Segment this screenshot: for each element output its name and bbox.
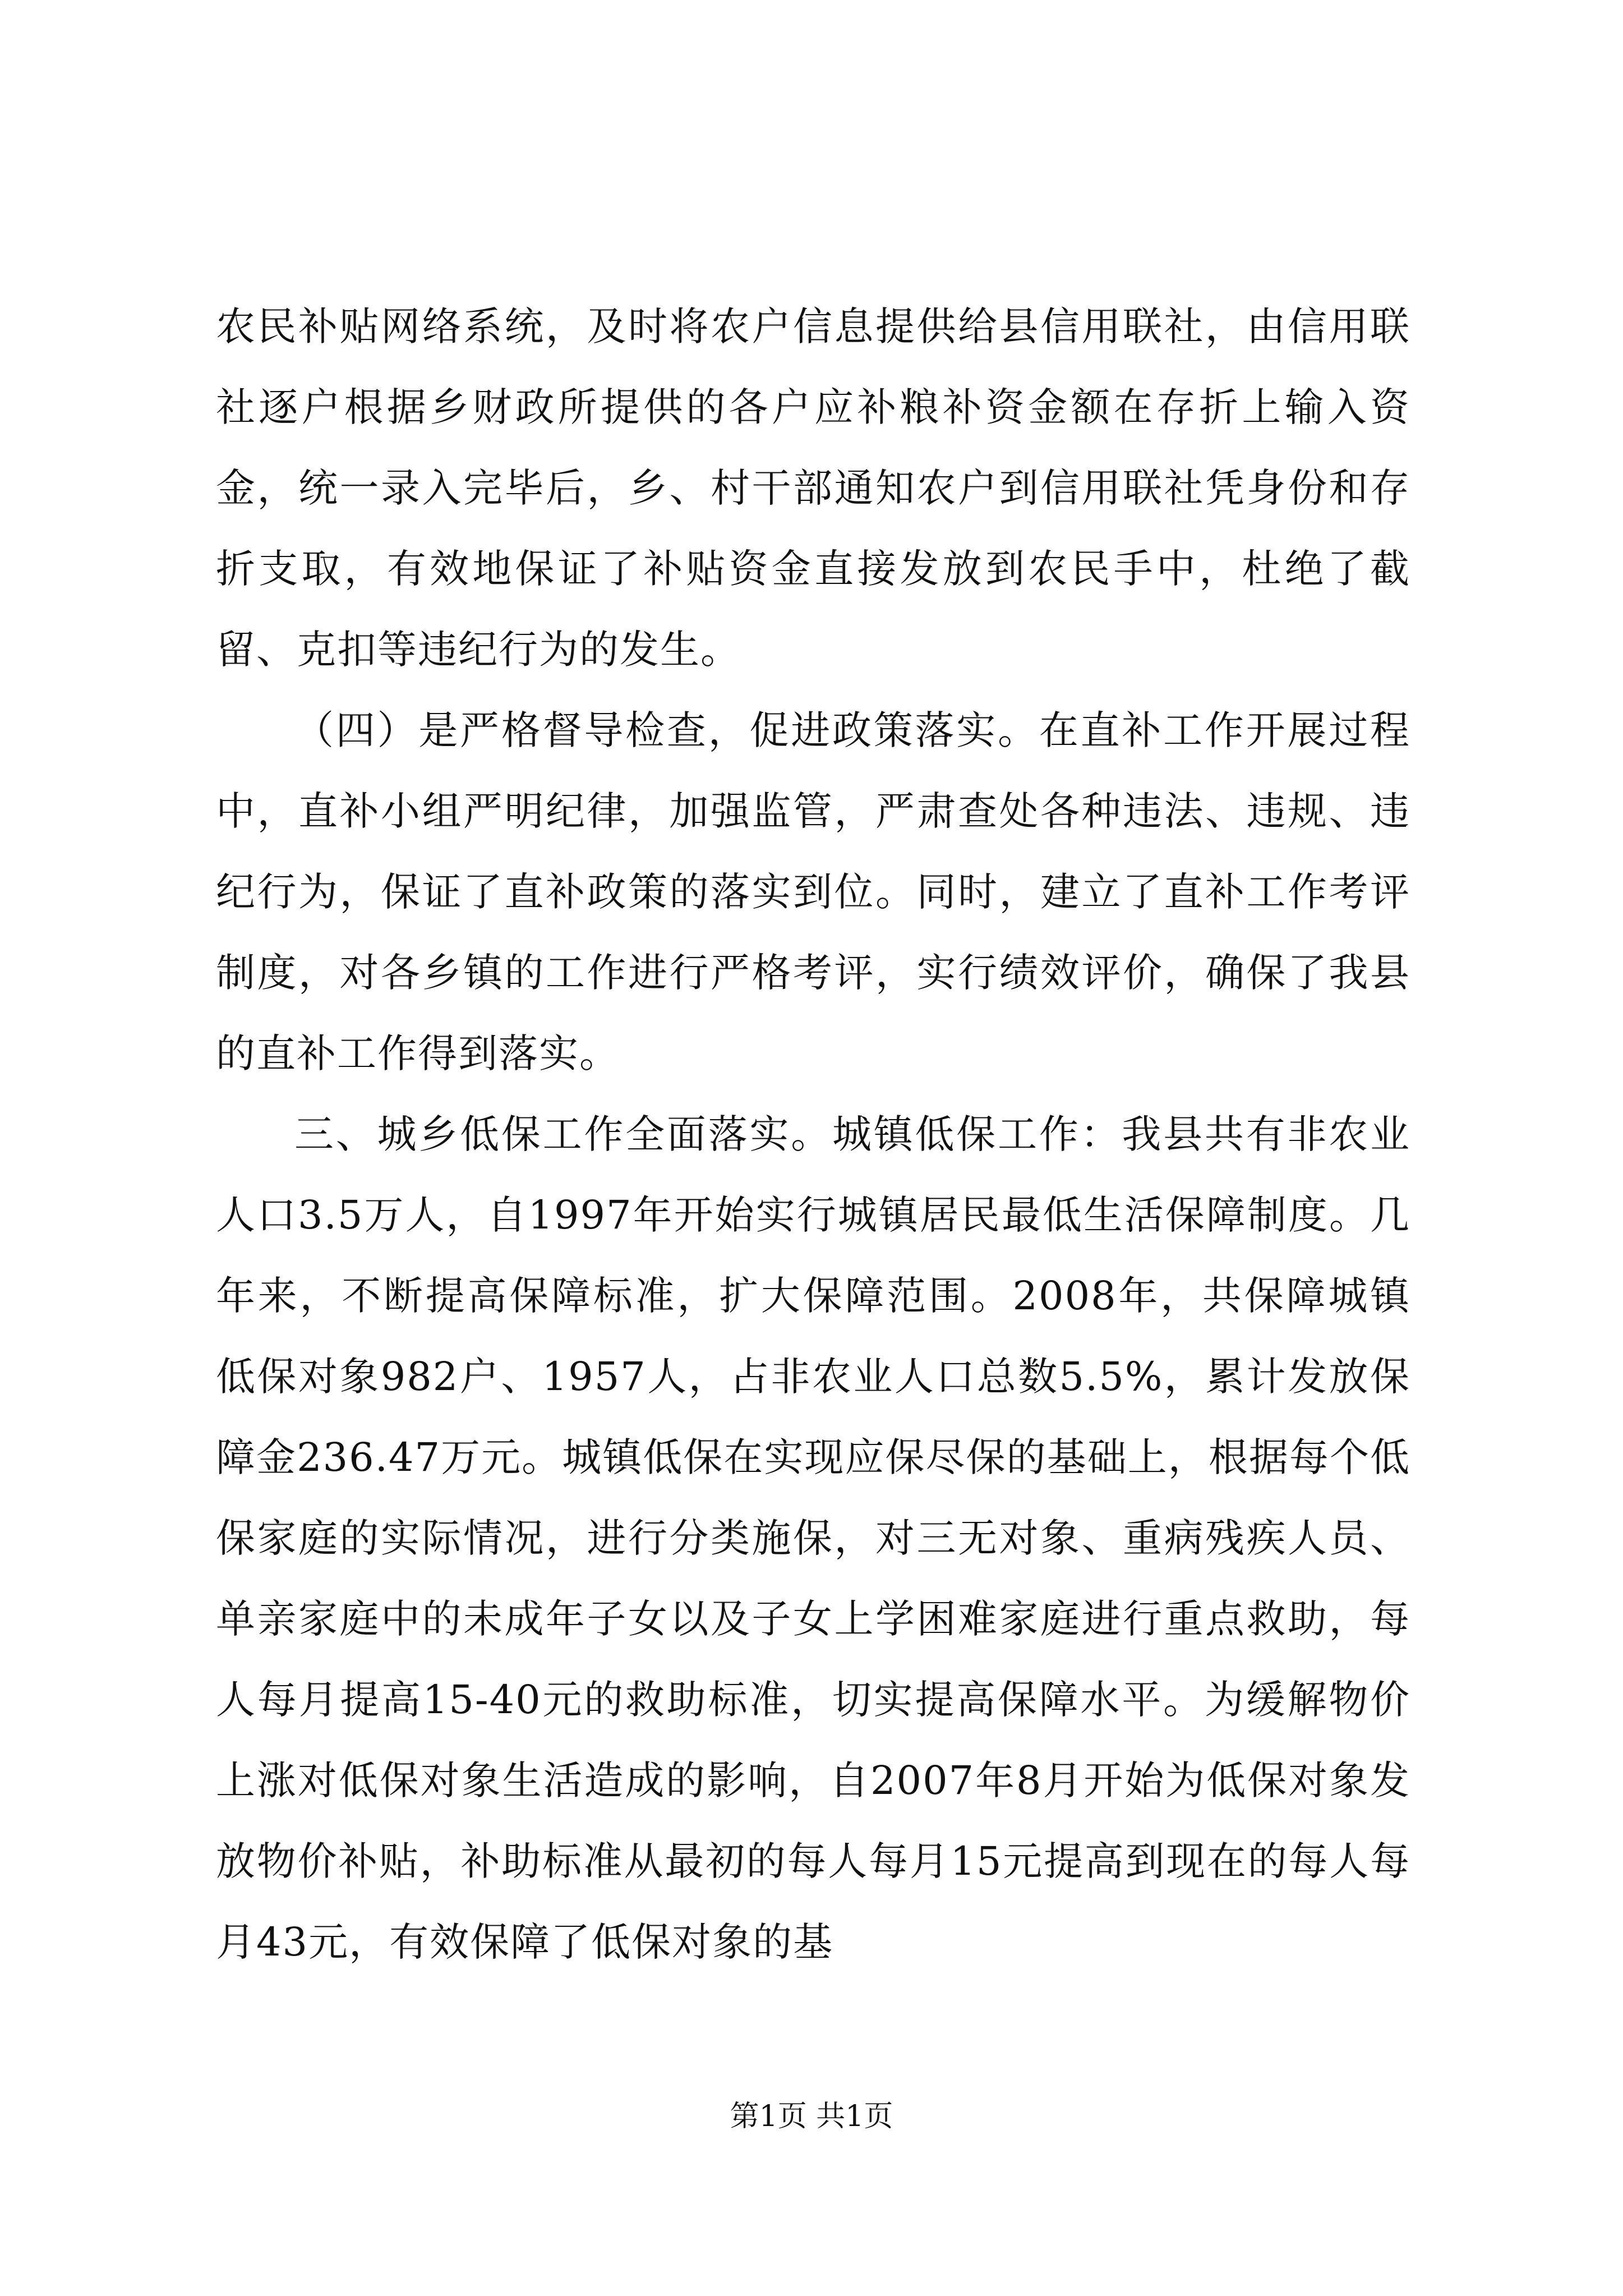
- page-footer: 第1页 共1页: [730, 2100, 893, 2133]
- paragraph-section-three: 三、城乡低保工作全面落实。城镇低保工作：我县共有非农业人口3.5万人，自1997年开始实行城镇居民最低生活保障制度。几年来，不断提高保障标准，扩大保障范围。2008年，共保障城镇低保对象982户、1957人，占非农业人口总数5.5%，累计发放保障金236.47万元。城镇低保在实现应保尽保的基础上，根据每个低保家庭的实际情况，进行分类施保，对三无对象、重病残疾人员、单亲家庭中的未成年子女以及子女上学困难家庭进行重点救助，每人每月提高15-40元的救助标准，切实提高保障水平。为缓解物价上涨对低保对象生活造成的影响，自2007年8月开始为低保对象发放物价补贴，补助标准从最初的每人每月15元提高到现在的每人每月43元，有效保障了低保对象的基: [216, 1111, 1410, 1965]
- body-text: [216, 286, 1410, 1982]
- paragraph-continuation: 农民补贴网络系统，及时将农户信息提供给县信用联社，由信用联社逐户根据乡财政所提供的各户应补粮补资金额在存折上输入资金，统一录入完毕后，乡、村干部通知农户到信用联社凭身份和存折支取，有效地保证了补贴资金直接发放到农民手中，杜绝了截留、克扣等违纪行为的发生。: [216, 303, 1410, 673]
- paragraph-section-four: （四）是严格督导检查，促进政策落实。在直补工作开展过程中，直补小组严明纪律，加强监管，严肃查处各种违法、违规、违纪行为，保证了直补政策的落实到位。同时，建立了直补工作考评制度，对各乡镇的工作进行严格考评，实行绩效评价，确保了我县的直补工作得到落实。: [216, 707, 1410, 1076]
